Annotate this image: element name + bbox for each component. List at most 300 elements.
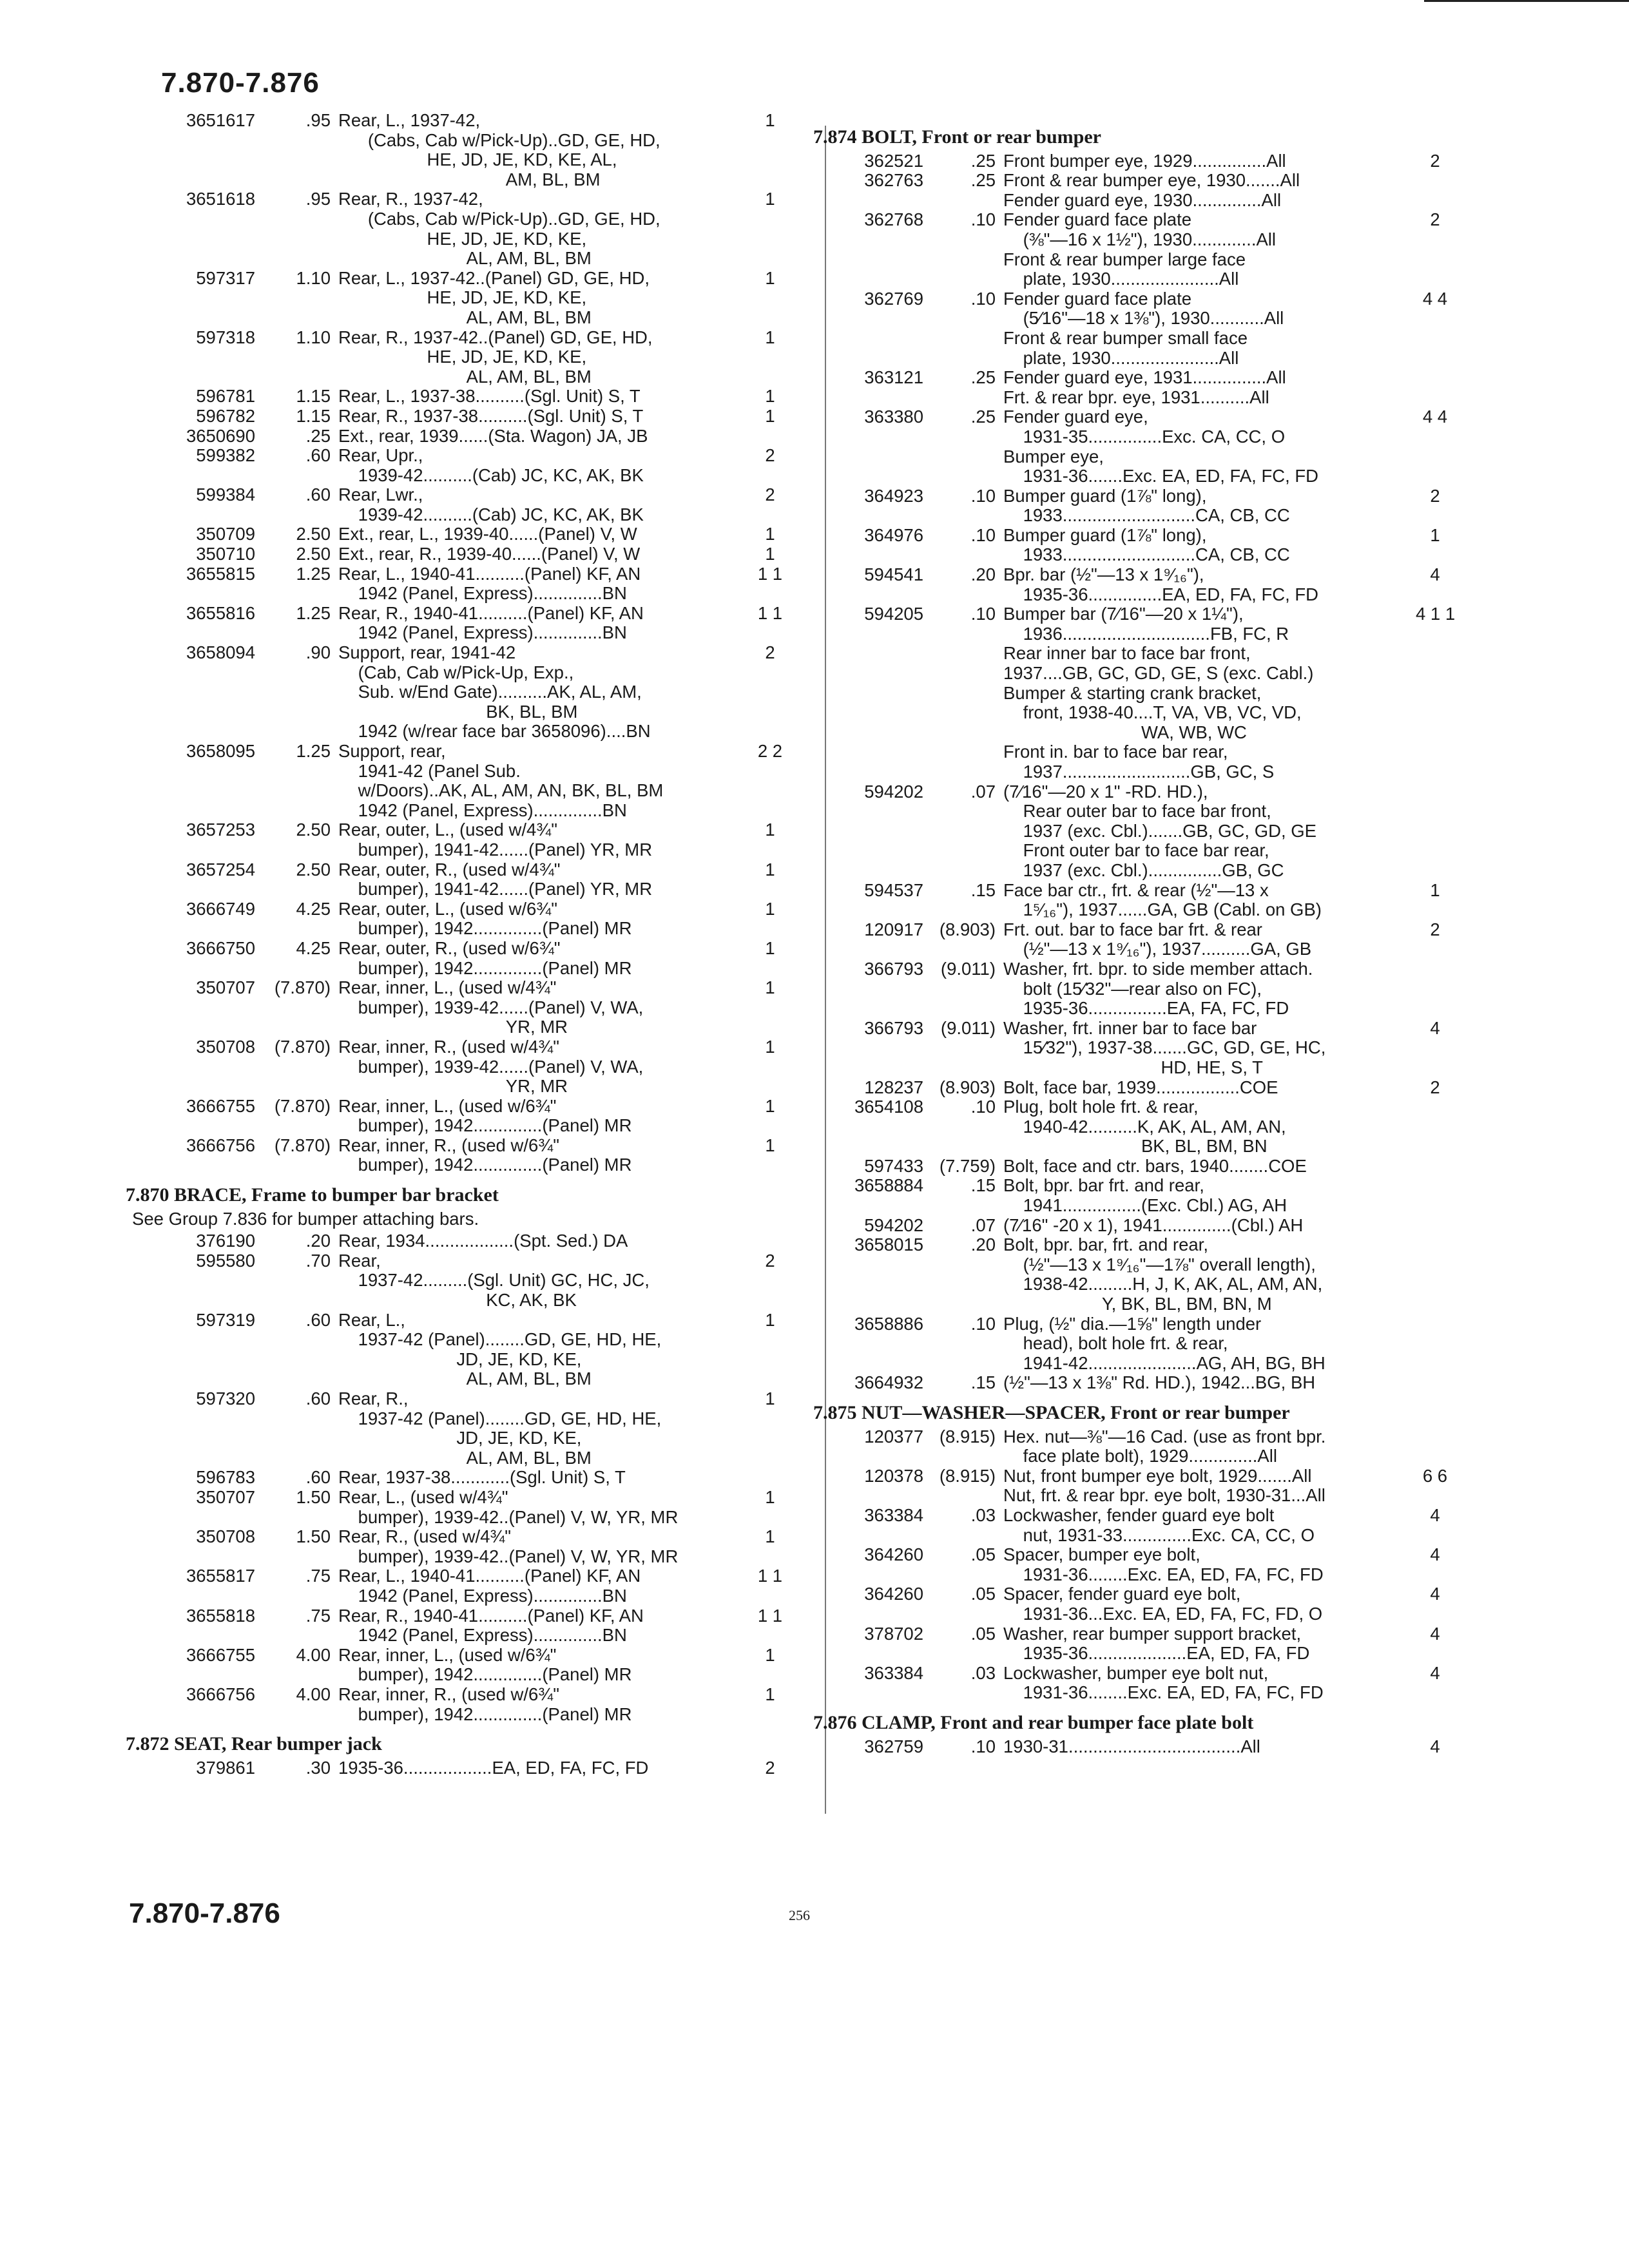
part-number: 363121 [864,367,923,388]
part-quantity: 1 [765,110,775,130]
part-description: Bpr. bar (½"—13 x 1⁹⁄₁₆"), 1935-36...............EA, ED, FA, FC, FD [1003,564,1319,604]
part-description: Front bumper eye, 1929...............All [1003,150,1286,171]
part-number: 3654108 [854,1097,923,1117]
part-quantity: 1 [765,386,775,407]
part-row [126,742,796,820]
part-price: .25 [970,150,996,171]
part-description: Bolt, bpr. bar frt. and rear, 1941................(Exc. Cbl.) AG, AH [1003,1175,1287,1216]
part-quantity: 1 1 [757,602,783,623]
part-quantity [1416,1176,1454,1215]
part-description: Nut, front bumper eye bolt, 1929.......All Nut, frt. & rear bpr. eye bolt, 1930-31...All [1003,1465,1325,1506]
part-description: 1930-31...................................All [1003,1736,1260,1756]
part-quantity: 1 1 [757,563,783,584]
part-row [813,920,1483,959]
part-number: 350708 [196,1036,255,1057]
part-price: 4.00 [296,1644,331,1665]
part-quantity: 1 [765,898,775,919]
part-number: 599382 [196,445,255,466]
part-row [813,368,1483,407]
part-description: Fender guard face plate (5⁄16"—18 x 1⅜"), 1930...........All Front & rear bumper small face plate, 1930......................All [1003,288,1284,368]
part-description: Plug, (½" dia.—1⅝" length under head), bolt hole frt. & rear, 1941-42......................AG, AH, BG, BH [1003,1313,1325,1373]
part-description: Rear, inner, L., (used w/4¾" bumper), 1939-42......(Panel) V, WA, YR, MR [338,977,644,1037]
seat-list [126,1758,796,1778]
part-description: Hex. nut—⅜"—16 Cad. (use as front bpr. face plate bolt), 1929..............All [1003,1426,1326,1466]
part-number: 3664932 [854,1372,923,1393]
part-number: 364923 [864,485,923,506]
part-row [813,1466,1483,1506]
part-quantity: 4 [1430,1544,1440,1565]
part-price: 2.50 [296,524,331,544]
part-price: .05 [970,1623,996,1644]
part-description: Ext., rear, R., 1939-40......(Panel) V, W [338,544,641,564]
part-quantity: 1 [765,1526,775,1547]
part-price: (7.870) [274,977,331,998]
part-quantity [751,427,789,447]
part-number: 120377 [864,1426,923,1446]
part-quantity: 1 [765,1644,775,1665]
part-description: Rear, R., 1940-41..........(Panel) KF, AN 1942 (Panel, Express)..............BN [338,1605,644,1646]
part-number: 362759 [864,1736,923,1756]
part-row [126,1037,796,1097]
part-number: 350710 [196,544,255,564]
part-description: Washer, rear bumper support bracket, 1935-36....................EA, ED, FA, FD [1003,1623,1310,1664]
part-number: 594541 [864,564,923,585]
part-price: .60 [305,445,331,466]
part-quantity [1416,1373,1454,1393]
part-row [126,1097,796,1136]
part-quantity: 1 [765,524,775,544]
part-quantity: 4 4 [1422,407,1448,427]
part-description: Rear, outer, L., (used w/6¾" bumper), 1942..............(Panel) MR [338,898,632,939]
part-row [126,407,796,427]
part-quantity: 2 [765,485,775,505]
part-number: 597318 [196,327,255,347]
part-number: 3650690 [186,425,255,446]
part-description: Lockwasher, bumper eye bolt nut, 1931-36........Exc. EA, ED, FA, FC, FD [1003,1662,1324,1703]
part-description: Bolt, face and ctr. bars, 1940........COE [1003,1155,1307,1176]
part-quantity [1416,171,1454,210]
part-quantity: 1 [765,1684,775,1704]
part-row [813,1664,1483,1703]
part-price: (8.903) [939,1077,996,1097]
part-number: 379861 [196,1757,255,1778]
part-number: 350709 [196,524,255,544]
part-quantity: 4 [1430,564,1440,585]
part-price: .15 [970,1175,996,1196]
part-number: 3658886 [854,1313,923,1334]
part-description: Rear, outer, R., (used w/4¾" bumper), 1941-42......(Panel) YR, MR [338,859,653,899]
part-quantity [1416,1314,1454,1374]
part-row [126,1606,796,1646]
part-quantity: 4 [1430,1017,1440,1038]
part-price: .75 [305,1605,331,1626]
part-number: 378702 [864,1623,923,1644]
part-quantity: 1 [765,267,775,288]
part-quantity: 4 [1430,1504,1440,1525]
part-quantity: 2 [1430,150,1440,171]
part-row [126,189,796,268]
part-quantity: 2 [765,445,775,466]
part-quantity: 1 [765,189,775,209]
part-row [126,1389,796,1468]
part-price: 4.25 [296,937,331,958]
left-column [126,111,796,1778]
page-header: 7.870-7.876 [161,67,320,99]
part-row [813,407,1483,486]
part-price: .25 [305,425,331,446]
part-description: Frt. out. bar to face bar frt. & rear (½"—13 x 1⁹⁄₁₆"), 1937..........GA, GB [1003,919,1312,959]
part-row [126,1231,796,1251]
part-description: Rear, L., 1940-41..........(Panel) KF, AN 1942 (Panel, Express)..............BN [338,1566,641,1606]
part-number: 350708 [196,1526,255,1547]
part-row [126,1646,796,1685]
part-row [813,1624,1483,1664]
part-number: 362768 [864,209,923,230]
part-price: .15 [970,1372,996,1393]
part-description: (½"—13 x 1⅜" Rd. HD.), 1942...BG, BH [1003,1372,1316,1393]
part-description: Fender guard eye, 1931...............All Frt. & rear bpr. eye, 1931..........All [1003,367,1286,407]
part-price: 1.50 [296,1526,331,1547]
part-quantity: 2 [1430,209,1440,230]
part-price: .10 [970,209,996,230]
part-number: 120917 [864,919,923,939]
part-quantity [1416,1157,1454,1177]
nut-list [813,1427,1483,1703]
part-price: .60 [305,1467,331,1488]
part-quantity: 1 [765,1309,775,1330]
part-quantity: 1 [765,327,775,347]
part-price: .95 [305,189,331,209]
part-description: Bumper bar (7⁄16"—20 x 1¼"), 1936..............................FB, FC, R Rear inner bar to face bar front, 1937....GB, GC, GD, GE, S (exc. Cabl.) Bumper & starting crank bracket, front, 1938-40....T, VA, VB, VC, VD, WA, WB, WC Front in. bar to face bar rear, 1937..........................GB, GC, S [1003,604,1314,782]
part-number: 363384 [864,1504,923,1525]
part-price: (7.870) [274,1135,331,1155]
part-quantity: 2 [1430,1077,1440,1097]
part-description: Rear, R., 1937-42 (Panel)........GD, GE, HD, HE, JD, JE, KD, KE, AL, AM, BL, BM [338,1389,662,1468]
part-row [126,485,796,524]
part-row [813,604,1483,782]
part-price: (8.903) [939,919,996,939]
part-quantity: 4 [1430,1736,1440,1756]
part-description: Rear, inner, L., (used w/6¾" bumper), 1942..............(Panel) MR [338,1095,632,1136]
part-price: .15 [970,879,996,900]
part-row [126,427,796,447]
part-price: (8.915) [939,1465,996,1486]
part-quantity: 4 1 1 [1416,604,1456,624]
part-number: 3651618 [186,189,255,209]
part-description: Rear, 1937-38............(Sgl. Unit) S, T [338,1467,626,1488]
page-number: 256 [789,1907,810,1923]
part-number: 3655817 [186,1566,255,1586]
part-quantity: 1 [765,820,775,840]
part-price: 1.10 [296,327,331,347]
part-row [126,604,796,643]
part-number: 366793 [864,1017,923,1038]
right-column [813,128,1483,1756]
part-price: (7.759) [939,1155,996,1176]
part-description: Rear, inner, R., (used w/6¾" bumper), 1942..............(Panel) MR [338,1684,632,1724]
part-row [126,1468,796,1488]
part-price: .90 [305,642,331,663]
part-number: 350707 [196,1486,255,1507]
part-row [126,1758,796,1778]
part-row [126,269,796,328]
part-description: Bolt, face bar, 1939.................COE [1003,1077,1278,1097]
part-price: .20 [970,1235,996,1255]
part-description: Rear, 1934..................(Spt. Sed.) DA [338,1231,628,1251]
part-quantity: 2 [1430,919,1440,939]
part-price: .25 [970,407,996,427]
part-row [813,1019,1483,1078]
part-row [126,939,796,978]
part-price: .60 [305,485,331,505]
part-price: 2.50 [296,544,331,564]
part-number: 3657254 [186,859,255,879]
part-number: 595580 [196,1250,255,1271]
part-number: 3651617 [186,110,255,130]
part-number: 3666755 [186,1095,255,1116]
part-number: 3655818 [186,1605,255,1626]
part-description: Rear, Lwr., 1939-42..........(Cab) JC, KC, AK, BK [338,485,644,524]
part-price: (8.915) [939,1426,996,1446]
part-number: 3655816 [186,602,255,623]
part-quantity: 2 [765,1757,775,1778]
part-row [813,1157,1483,1177]
part-quantity [1416,959,1454,1019]
part-quantity: 1 [765,1486,775,1507]
part-price: 1.25 [296,741,331,761]
part-description: Rear, L., 1937-42..(Panel) GD, GE, HD, HE, JD, JE, KD, KE, AL, AM, BL, BM [338,267,650,327]
brace-list [126,1231,796,1724]
part-number: 362521 [864,150,923,171]
part-price: 1.50 [296,1486,331,1507]
part-price: .03 [970,1662,996,1683]
part-price: .10 [970,288,996,309]
part-row [126,1566,796,1606]
part-number: 366793 [864,958,923,979]
part-number: 364260 [864,1584,923,1604]
part-description: Rear, R., (used w/4¾" bumper), 1939-42..(Panel) V, W, YR, MR [338,1526,679,1566]
part-quantity: 1 [765,1135,775,1155]
part-quantity: 2 2 [757,741,783,761]
part-row [813,151,1483,171]
part-number: 597319 [196,1309,255,1330]
part-price: .60 [305,1309,331,1330]
part-quantity [1416,1427,1454,1466]
part-quantity: 2 [1430,485,1440,506]
part-number: 362763 [864,170,923,191]
part-number: 3666756 [186,1684,255,1704]
part-description: Fender guard eye, 1931-35...............Exc. CA, CC, O Bumper eye, 1931-36.......Exc. EA, ED, FA, FC, FD [1003,407,1319,486]
part-quantity: 1 [765,859,775,879]
part-description: Bolt, bpr. bar, frt. and rear, (½"—13 x 1⁹⁄₁₆"—1⅞" overall length), 1938-42.........H, J, K, AK, AL, AM, AN, Y, BK, BL, BM, BN, M [1003,1235,1323,1314]
part-description: Lockwasher, fender guard eye bolt nut, 1931-33..............Exc. CA, CC, O [1003,1504,1315,1545]
part-number: 128237 [864,1077,923,1097]
part-description: Rear, inner, R., (used w/4¾" bumper), 1939-42......(Panel) V, WA, YR, MR [338,1036,644,1097]
part-description: Rear, Upr., 1939-42..........(Cab) JC, KC, AK, BK [338,445,644,485]
part-quantity: 4 [1430,1623,1440,1644]
part-number: 362769 [864,288,923,309]
part-row [126,1685,796,1724]
page-footer: 7.870-7.876 [129,1898,280,1929]
part-number: 3666756 [186,1135,255,1155]
part-row [126,643,796,742]
part-price: .75 [305,1566,331,1586]
part-row [126,1136,796,1175]
part-description: (7⁄16"—20 x 1" -RD. HD.), Rear outer bar to face bar front, 1937 (exc. Cbl.).......GB, GC, GD, GE Front outer bar to face bar rear, 1937 (exc. Cbl.)...............GB, GC [1003,781,1316,880]
part-quantity: 1 [765,977,775,998]
part-row [813,1584,1483,1624]
part-number: 364260 [864,1544,923,1565]
part-quantity: 1 [765,937,775,958]
part-number: 3655815 [186,563,255,584]
part-number: 599384 [196,485,255,505]
part-price: .03 [970,1504,996,1525]
part-quantity [1416,368,1454,407]
part-price: (7.870) [274,1095,331,1116]
part-quantity: 1 [765,405,775,426]
part-description: Rear, L., 1937-42 (Panel)........GD, GE, HD, HE, JD, JE, KD, KE, AL, AM, BL, BM [338,1309,662,1389]
part-row [126,820,796,860]
part-description: (7⁄16" -20 x 1), 1941..............(Cbl.) AH [1003,1215,1304,1235]
part-row [813,1506,1483,1545]
part-number: 363380 [864,407,923,427]
part-description: Rear, outer, L., (used w/4¾" bumper), 1941-42......(Panel) YR, MR [338,820,653,860]
part-description: Front & rear bumper eye, 1930.......All Fender guard eye, 1930..............All [1003,170,1300,210]
part-row [813,1737,1483,1757]
part-price: 1.10 [296,267,331,288]
part-description: Washer, frt. bpr. to side member attach. bolt (15⁄32"—rear also on FC), 1935-36................EA, FA, FC, FD [1003,958,1313,1019]
part-quantity: 4 4 [1422,288,1448,309]
part-price: .60 [305,1389,331,1408]
section-title-bolt: 7.874 BOLT, Front or rear bumper [813,126,1101,148]
part-description: Support, rear, 1941-42 (Panel Sub. w/Doors)..AK, AL, AM, AN, BK, BL, BM 1942 (Panel, Express)..............BN [338,741,664,820]
part-price: .20 [970,564,996,585]
part-row [813,782,1483,881]
part-price: .10 [970,1313,996,1334]
part-quantity: 1 [1430,524,1440,545]
part-description: Ext., rear, 1939......(Sta. Wagon) JA, JB [338,425,648,446]
part-row [126,446,796,485]
part-number: 597433 [864,1155,923,1176]
part-row [813,526,1483,565]
part-number: 597320 [196,1389,255,1408]
part-row [126,978,796,1037]
part-price: .10 [970,485,996,506]
part-quantity: 1 [765,1095,775,1116]
part-row [813,1078,1483,1098]
part-number: 594202 [864,1215,923,1235]
part-number: 596782 [196,405,255,426]
part-row [813,1235,1483,1314]
part-description: Rear, inner, L., (used w/6¾" bumper), 1942..............(Panel) MR [338,1644,632,1685]
part-number: 364976 [864,524,923,545]
clamp-list [813,1737,1483,1757]
part-description: Rear, 1937-42.........(Sgl. Unit) GC, HC, JC, KC, AK, BK [338,1250,650,1311]
section-title-brace: 7.870 BRACE, Frame to bumper bar bracket [126,1184,499,1206]
part-price: .20 [305,1231,331,1251]
part-row [126,328,796,387]
part-row [813,565,1483,604]
part-quantity: 1 [765,1036,775,1057]
part-row [813,1097,1483,1157]
part-description: Spacer, fender guard eye bolt, 1931-36...Exc. EA, ED, FA, FC, FD, O [1003,1584,1323,1624]
part-row [813,1545,1483,1584]
part-number: 3657253 [186,820,255,840]
part-description: Support, rear, 1941-42 (Cab, Cab w/Pick-Up, Exp., Sub. w/End Gate)..........AK, AL, AM, BK, BL, BM 1942 (w/rear face bar 3658096)....BN [338,642,651,742]
part-description: Rear, L., 1937-38..........(Sgl. Unit) S, T [338,386,641,407]
part-price: (9.011) [940,1017,996,1038]
part-quantity [1416,1097,1454,1157]
section-title-nut: 7.875 NUT—WASHER—SPACER, Front or rear bumper [813,1402,1290,1423]
continued-list [126,111,796,1175]
bolt-list [813,151,1483,1393]
part-row [813,1216,1483,1236]
part-quantity: 2 [765,1250,775,1271]
part-description: Bumper guard (1⅞" long), 1933...........................CA, CB, CC [1003,485,1290,526]
part-number: 594537 [864,879,923,900]
part-price: .10 [970,524,996,545]
part-number: 3658884 [854,1175,923,1196]
section-title-seat: 7.872 SEAT, Rear bumper jack [126,1733,382,1755]
part-description: Plug, bolt hole frt. & rear, 1940-42..........K, AK, AL, AM, AN, BK, BL, BM, BN [1003,1097,1286,1157]
part-price: 1.25 [296,563,331,584]
part-quantity: 4 [1430,1584,1440,1604]
part-row [813,486,1483,526]
part-quantity: 1 [1430,879,1440,900]
part-quantity [751,1231,789,1251]
part-price: .70 [305,1250,331,1271]
part-row [126,544,796,564]
part-price: 1.25 [296,602,331,623]
part-row [126,387,796,407]
part-price: 1.15 [296,405,331,426]
part-price: .07 [970,781,996,802]
part-description: 1935-36..................EA, ED, FA, FC, FD [338,1757,649,1778]
part-quantity [1416,1216,1454,1236]
part-price: .07 [970,1215,996,1235]
part-description: Rear, inner, R., (used w/6¾" bumper), 1942..............(Panel) MR [338,1135,632,1175]
part-number: 350707 [196,977,255,998]
section-note-brace: See Group 7.836 for bumper attaching bars. [132,1208,479,1229]
part-description: Rear, L., (used w/4¾" bumper), 1939-42..(Panel) V, W, YR, MR [338,1486,679,1527]
part-number: 120378 [864,1465,923,1486]
part-price: .10 [970,604,996,624]
part-description: Rear, R., 1937-42..(Panel) GD, GE, HD, HE, JD, JE, KD, KE, AL, AM, BL, BM [338,327,653,387]
part-number: 376190 [196,1231,255,1251]
part-description: Washer, frt. inner bar to face bar 15⁄32"), 1937-38.......GC, GD, GE, HC, HD, HE, S, T [1003,1017,1326,1077]
part-row [126,860,796,899]
part-price: 1.15 [296,386,331,407]
part-price: .30 [305,1757,331,1778]
part-row [126,1488,796,1527]
part-row [126,524,796,544]
part-row [126,1527,796,1566]
part-number: 597317 [196,267,255,288]
part-quantity [751,1468,789,1488]
part-price: 2.50 [296,859,331,879]
part-row [813,1314,1483,1374]
top-edge-rule [1424,0,1629,2]
part-quantity: 1 [765,544,775,564]
part-quantity: 2 [765,642,775,663]
part-number: 594202 [864,781,923,802]
part-description: Rear, R., 1937-42, (Cabs, Cab w/Pick-Up)..GD, GE, HD, HE, JD, JE, KD, KE, AL, AM, BL, BM [338,189,660,269]
part-description: Rear, L., 1940-41..........(Panel) KF, AN 1942 (Panel, Express)..............BN [338,563,641,604]
part-row [813,1176,1483,1215]
part-row [126,111,796,189]
part-price: 2.50 [296,820,331,840]
part-row [813,210,1483,289]
